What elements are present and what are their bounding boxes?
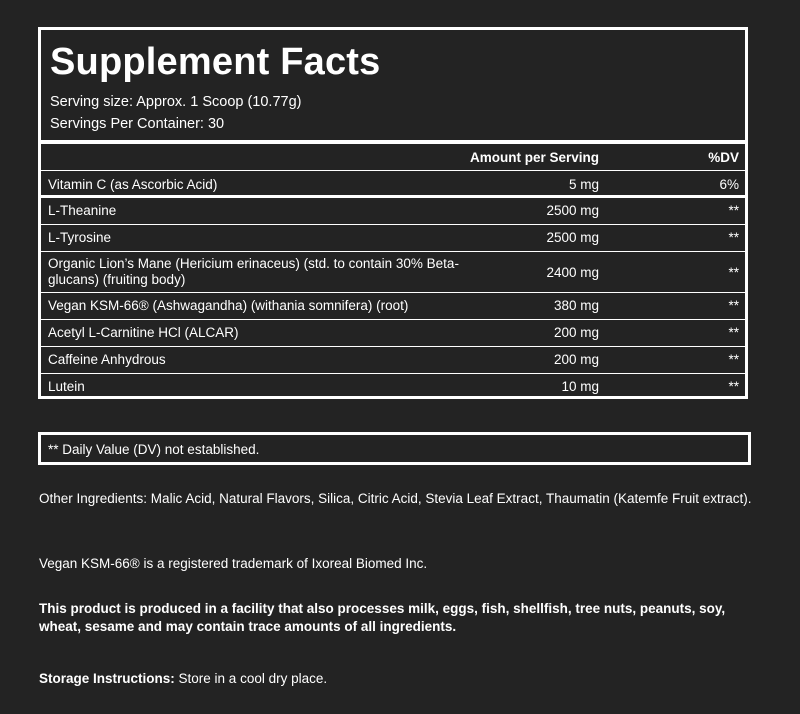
- ingredient-name: L-Tyrosine: [48, 230, 112, 245]
- storage-instructions: [39, 670, 764, 688]
- table-row: [41, 198, 745, 225]
- ingredient-name: Acetyl L-Carnitine HCl (ALCAR): [48, 325, 239, 340]
- other-ingredients: Other Ingredients: Malic Acid, Natural Flavors, Silica, Citric Acid, Stevia Leaf Extract, Thaumatin (Katemfe Fruit extract).: [39, 491, 752, 506]
- ingredient-amount: 2500 mg: [546, 230, 599, 245]
- ingredient-dv: **: [728, 352, 739, 367]
- storage-label: Storage Instructions:: [39, 671, 175, 686]
- ingredient-name: Vegan KSM-66® (Ashwagandha) (withania somnifera) (root): [48, 298, 409, 313]
- ingredient-dv: **: [728, 230, 739, 245]
- amount-column-header: Amount per Serving: [469, 150, 599, 165]
- ingredient-dv: **: [728, 379, 739, 394]
- ingredient-name: Vitamin C (as Ascorbic Acid): [48, 177, 218, 192]
- ingredient-amount: 2500 mg: [546, 203, 599, 218]
- ingredient-amount: 200 mg: [553, 325, 599, 340]
- ingredient-amount: 200 mg: [553, 352, 599, 367]
- table-row: [41, 252, 745, 293]
- allergen-statement: This product is produced in a facility that also processes milk, eggs, fish, shellfish, tree nuts, peanuts, soy, wheat, sesame and may contain trace amounts of all ingredients.: [39, 601, 726, 634]
- supplement-facts-panel: [38, 27, 748, 399]
- daily-value-footnote: [38, 432, 751, 465]
- ingredient-amount: 2400 mg: [546, 265, 599, 280]
- table-row: [41, 225, 745, 252]
- panel-title: Supplement Facts: [50, 41, 381, 83]
- footnote-text: ** Daily Value (DV) not established.: [48, 442, 260, 457]
- ingredient-amount: 10 mg: [561, 379, 599, 394]
- ingredient-dv: 6%: [719, 177, 739, 192]
- storage-text: Store in a cool dry place.: [178, 671, 328, 686]
- ingredient-amount: 5 mg: [568, 177, 599, 192]
- table-row: [41, 374, 745, 400]
- ingredient-dv: **: [728, 298, 739, 313]
- ingredient-dv: **: [728, 203, 739, 218]
- ingredient-name: Caffeine Anhydrous: [48, 352, 166, 367]
- facts-table: [41, 144, 745, 400]
- servings-per-container: Servings Per Container: 30: [50, 116, 225, 132]
- ingredient-name: Organic Lion’s Mane (Hericium erinaceus) (std. to contain 30% Beta-glucans) (fruiting body): [48, 256, 459, 287]
- serving-size: Serving size: Approx. 1 Scoop (10.77g): [50, 94, 302, 110]
- ingredient-name: Lutein: [48, 379, 85, 394]
- dv-column-header: %DV: [708, 150, 739, 165]
- ingredient-dv: **: [728, 325, 739, 340]
- table-row: [41, 347, 745, 374]
- ingredient-dv: **: [728, 265, 739, 280]
- table-row: [41, 320, 745, 347]
- ingredient-name: L-Theanine: [48, 203, 117, 218]
- ingredient-amount: 380 mg: [553, 298, 599, 313]
- table-row: [41, 171, 745, 198]
- trademark-notice: Vegan KSM-66® is a registered trademark of Ixoreal Biomed Inc.: [39, 556, 428, 571]
- table-row: [41, 293, 745, 320]
- table-header-row: [41, 144, 745, 171]
